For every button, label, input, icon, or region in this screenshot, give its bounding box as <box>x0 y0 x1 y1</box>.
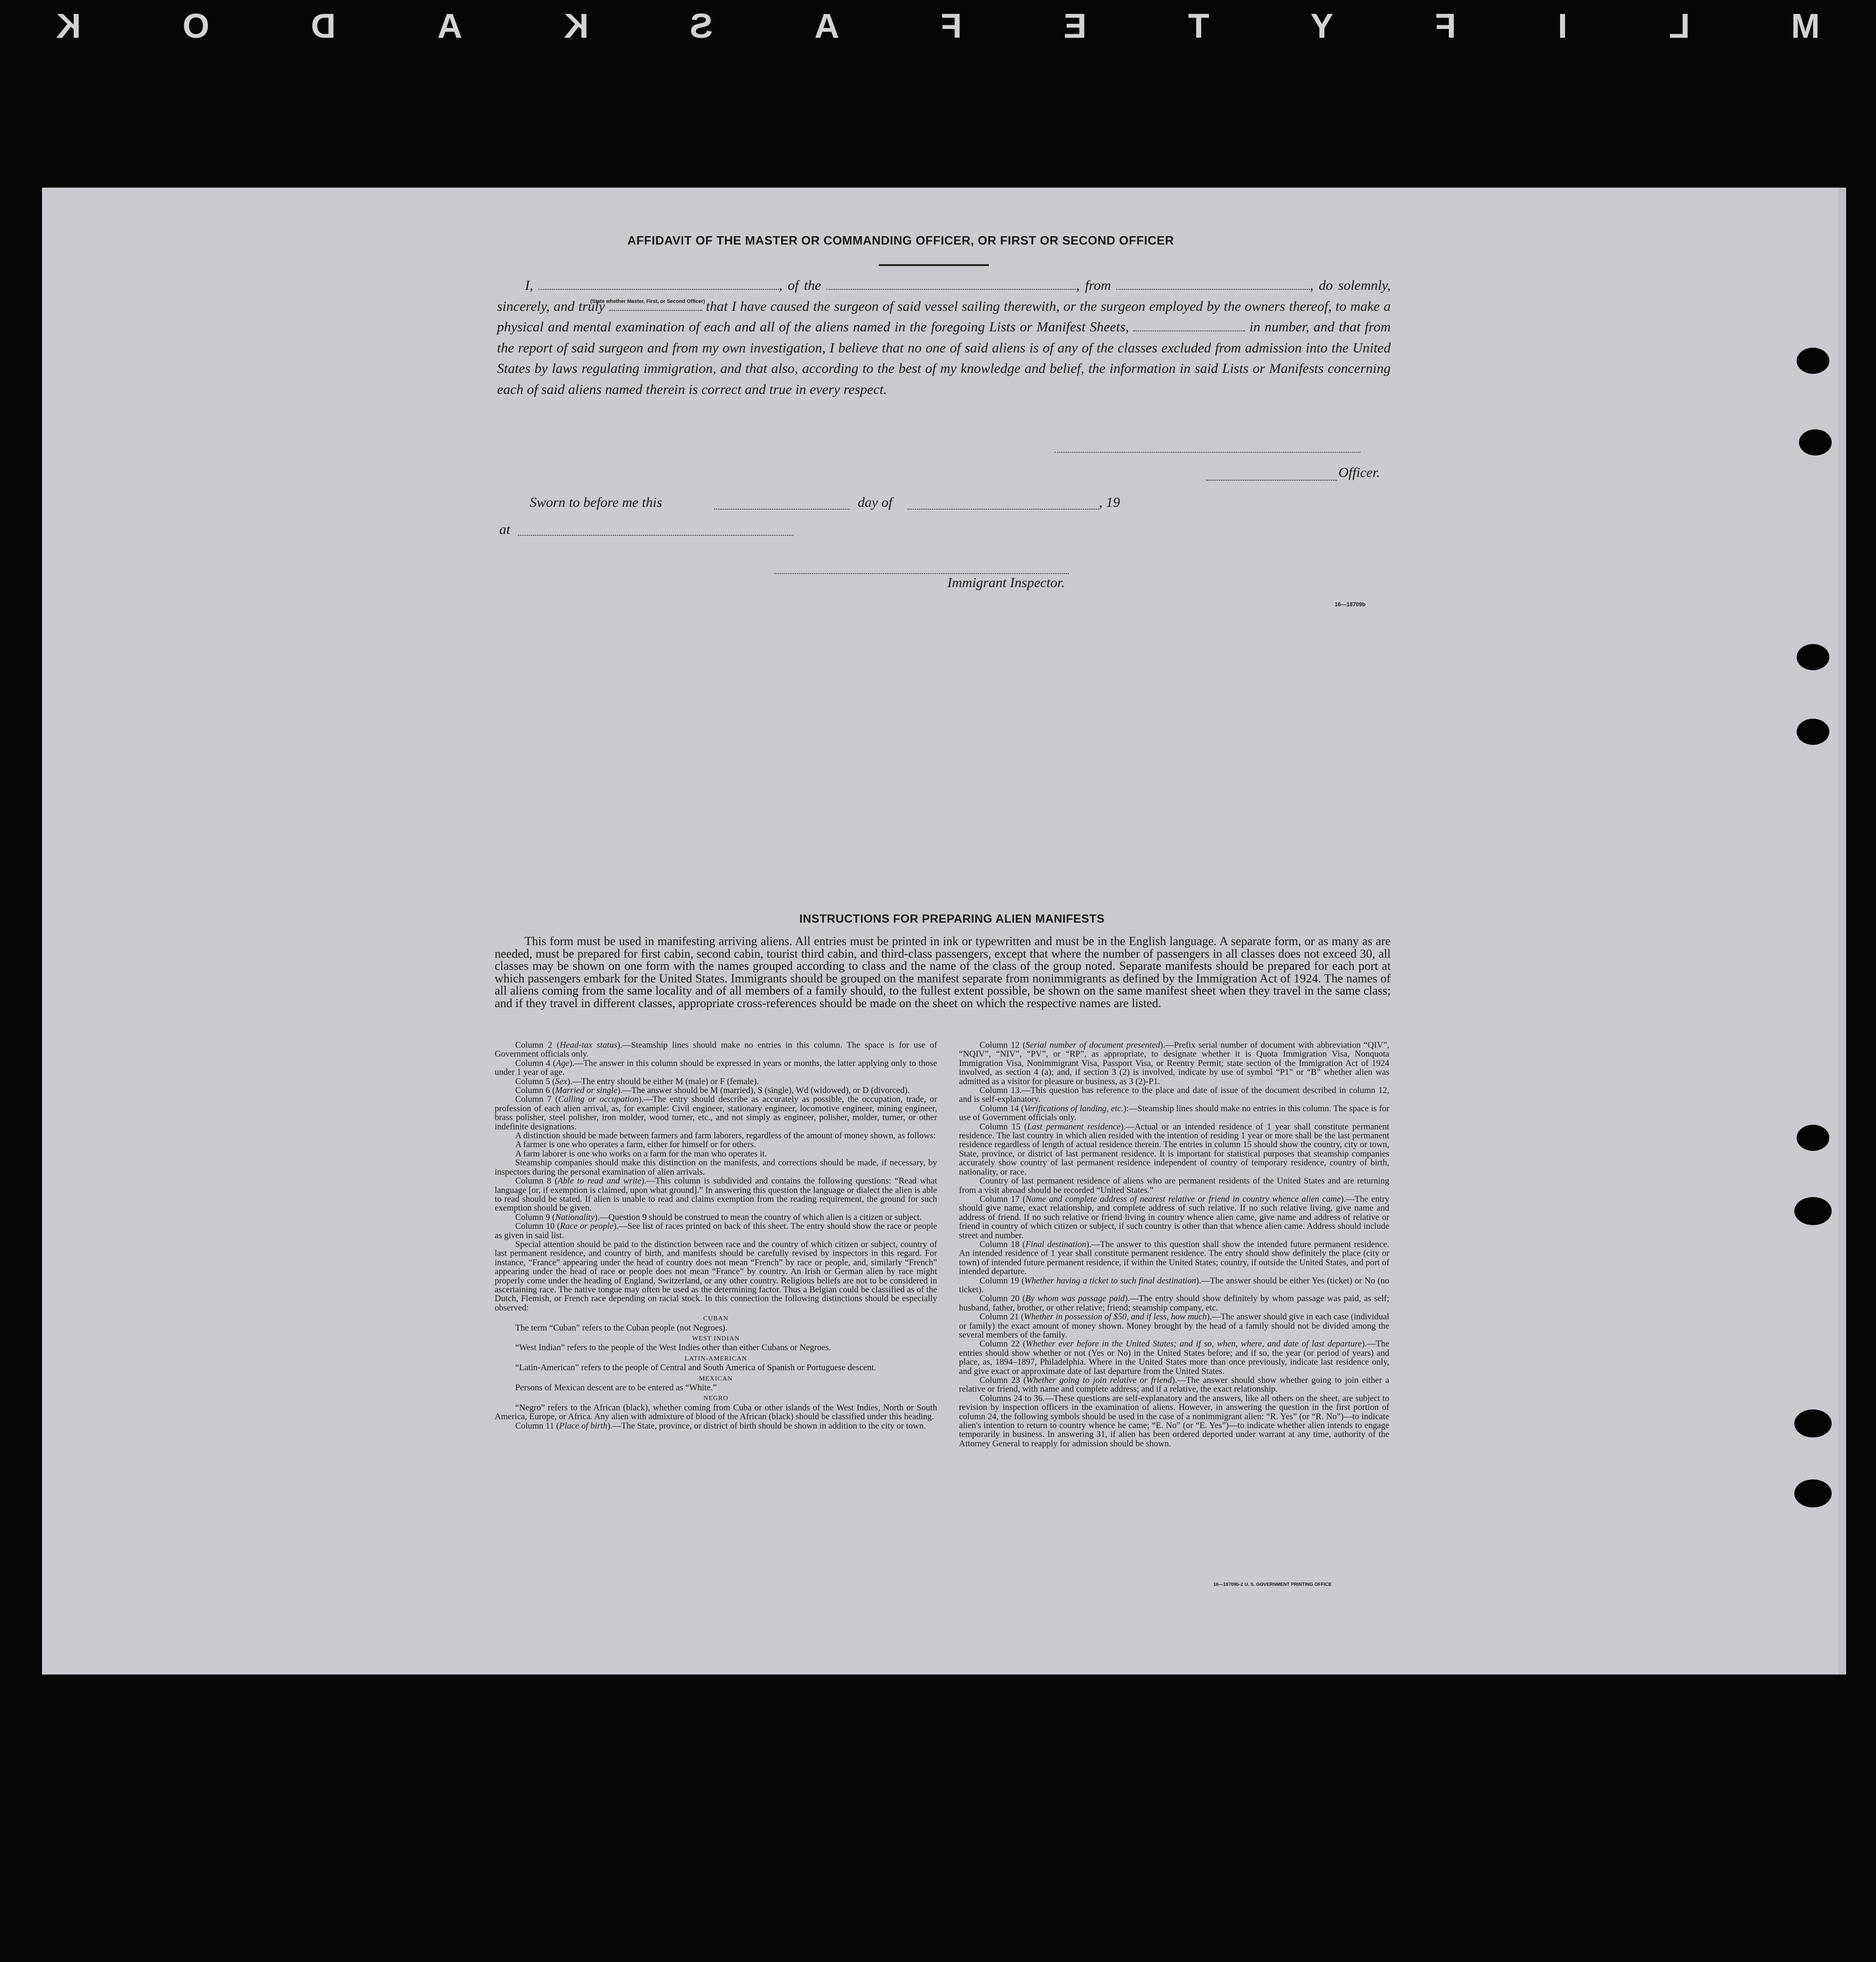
film-letter: E <box>1063 6 1087 45</box>
instruction-paragraph: Column 15 (Last permanent residence).—Actual or an intended residence of 1 year shall constitute permanent residence. The last country in which alien resided with the intention of residing 1 year or more shall be the last permanent residence regardless of length of actual residence therein. The entries in column 15 should show the country, city or town, State, province, or district of last permanent residence. It is important for statistical purposes that steamship companies accurately show country of last permanent residence independent of country of temporary residence, country of birth, nationality, or race. <box>959 1121 1389 1177</box>
race-heading: CUBAN <box>703 1315 728 1323</box>
number-of-sheets-blank[interactable] <box>1133 320 1245 331</box>
sworn-label: Sworn to before me this <box>530 495 662 510</box>
instruction-paragraph: Column 4 (Age).—The answer in this column should be expressed in years or months, the latter applying only to those under 1 year of age. <box>495 1058 937 1078</box>
film-letter: O <box>182 6 210 45</box>
affidavit-text: , do <box>1310 278 1333 293</box>
printing-office-code: 16—18709b-2 U. S. GOVERNMENT PRINTING OFFICE <box>1213 1582 1332 1587</box>
punch-hole <box>1797 1125 1829 1151</box>
affidavit-text: , of the <box>779 278 821 293</box>
instruction-paragraph: Persons of Mexican descent are to be entered as “White.” <box>515 1383 717 1393</box>
film-letter: D <box>310 6 336 45</box>
officer-signature-line[interactable] <box>1055 452 1360 453</box>
instruction-paragraph: A farmer is one who operates a farm, either for himself or for others. <box>515 1140 756 1150</box>
instruction-paragraph: Column 7 (Calling or occupation).—The entry should describe as accurately as possible, the occupation, trade, or profession of each alien arrival, as, for example: Civil engineer, stationary engineer, locomotive engineer, mining engineer, brass polisher, steel polisher, iron molder, wood turner, etc., and not simply as engineer, polisher, molder, turner, or other indefinite designations. <box>495 1094 937 1132</box>
film-letter: F <box>941 6 962 45</box>
race-heading: NEGRO <box>703 1395 728 1402</box>
instruction-paragraph: Column 18 (Final destination).—The answer to this question shall show the intended future permanent residence. An intended residence of 1 year shall constitute permanent residence. The entry should show definitely the place (city or town) of intended future permanent residence, if within the United States; country, if outside the United States, and port of intended departure. <box>959 1239 1389 1277</box>
instruction-paragraph: Column 17 (Name and complete address of nearest relative or friend in country whence alien came).—The entry should give name, exact relationship, and complete address of such relative. If no such relative living, give name and address of friend. If no such relative or friend living in country whence alien came, give name and address of relative or friend in country of which citizen or subject, if such country is other than that whence alien came. Address should include street and number. <box>959 1194 1389 1240</box>
sworn-month-blank[interactable] <box>908 509 1099 510</box>
film-letter: I <box>1557 6 1568 45</box>
affidavit-text: I, <box>525 278 533 293</box>
instruction-paragraph: Column 14 (Verifications of landing, etc.):—Steamship lines should make no entries in this column. The space is for use of Government officials only. <box>959 1103 1389 1123</box>
officer-label: Officer. <box>1338 465 1380 480</box>
race-heading: WEST INDIAN <box>692 1335 740 1342</box>
port-from-blank[interactable] <box>1116 279 1310 290</box>
punch-hole <box>1797 644 1829 670</box>
instruction-paragraph: A distinction should be made between farmers and farm laborers, regardless of the amount of money shown, as follows: <box>515 1131 936 1141</box>
instruction-paragraph: Column 21 (Whether in possession of $50, and if less, how much).—The answer should give in each case (individual or family) the exact amount of money shown. Money brought by the head of a family should not be divided among the several members of the family. <box>959 1312 1389 1340</box>
race-heading: LATIN-AMERICAN <box>685 1355 747 1362</box>
instruction-paragraph: Column 6 (Married or single).—The answer should be M (married), S (single), Wd (widowed), or D (divorced). <box>515 1086 910 1096</box>
officer-title-line[interactable] <box>1206 480 1337 481</box>
film-letter: S <box>690 6 713 45</box>
punch-hole <box>1797 348 1829 374</box>
instruction-paragraph: Special attention should be paid to the distinction between race and the country of which citizen or subject, country of last permanent residence, and country of birth, and manifests should be carefully revised by inspectors in this regard. For instance, “France” appearing under the head of country does not mean “French” by race or people, and, similarly “French” appearing under the head of race or people does not mean “France” by country. An Irish or German alien by race might properly come under the heading of England, Switzerland, or any other country. Religious beliefs are not to be considered in ascertaining race. The native tongue may often be used as the determining factor. Thus a Belgian could be classified as of the Dutch, Flemish, or French race depending on racial stock. In this connection the following distinctions should be especially observed: <box>495 1239 937 1313</box>
race-heading: MEXICAN <box>699 1375 733 1382</box>
film-letter: A <box>437 6 462 45</box>
sworn-day-blank[interactable] <box>714 509 849 510</box>
sheet-edge <box>1839 188 1846 1675</box>
instruction-paragraph: “West Indian” refers to the people of the West Indies other than either Cubans or Negroes. <box>515 1343 831 1353</box>
punch-hole <box>1794 1409 1832 1437</box>
title-rule <box>879 264 989 266</box>
instruction-paragraph: Country of last permanent residence of aliens who are permanent residents of the United States and are returning from a visit abroad should be recorded “United States.” <box>959 1176 1389 1195</box>
affidavit-text: solemnly, sincerely, and truly <box>497 278 1391 314</box>
punch-hole <box>1794 1197 1832 1225</box>
day-of-label: day of <box>858 495 893 510</box>
film-letter: A <box>814 6 840 45</box>
instruction-paragraph: Column 20 (By whom was passage paid).—The entry should show definitely by whom passage was paid, as self; husband, father, brother, or other relative; friend; steamship company, etc. <box>959 1294 1389 1313</box>
instruction-paragraph: Column 10 (Race or people).—See list of races printed on back of this sheet. The entry should show the race or people as given in said list. <box>495 1221 938 1240</box>
punch-hole <box>1799 429 1832 455</box>
inspector-label: Immigrant Inspector. <box>947 575 1065 590</box>
film-letter: M <box>1791 6 1820 45</box>
instructions-left-column <box>495 1041 937 1430</box>
at-label: at <box>499 522 511 537</box>
affidavit-text: in number, and that from the report of said surgeon and from my own investigation, I believe that no one of said aliens is of any of the classes excluded from admission into the United States by laws regulating immigration, and that also, according to the best of my knowledge and belief, the information in said Lists or Manifests concerning each of said aliens named therein is correct and true in every respect. <box>497 319 1391 397</box>
instruction-paragraph: Column 12 (Serial number of document presented).—Prefix serial number of document with abbreviation “QIV”, “NQIV”, “NIV”, “PV”, or “RP”, as appropriate, to designate whether it is Quota Immigration Visa, Nonquota Immigration Visa, Nonimmigrant Visa, Passport Visa, or Reentry Permit; state section of the Immigration Act of 1924 involved, as section 4 (a); and, if section 3 (2) is involved, indicate by use of symbol “P1” or “B” whether alien was admitted as a visitor for pleasure or business, as 3 (2)-P1. <box>959 1040 1389 1086</box>
film-letter: K <box>563 6 589 45</box>
instruction-paragraph: Column 8 (Able to read and write).—This column is subdivided and contains the following questions: “Read what language [or, if exemption is claimed, upon what ground].” In answering this question the language or dialect the alien is able to read should be stated. If alien is unable to read and claims exemption from the reading requirement, the ground for such exemption should be given. <box>495 1176 937 1213</box>
instruction-paragraph: “Latin-American” refers to the people of Central and South America of Spanish or Portuguese descent. <box>515 1363 876 1373</box>
instructions-intro: This form must be used in manifesting arriving aliens. All entries must be printed in ink or typewritten and must be in the English language. A separate form, or as many as are needed, must be prepared for first cabin, second cabin, tourist third cabin, and third-class passengers, except that where the number of passengers in all classes does not exceed 30, all classes may be shown on one form with the names grouped according to class and the name of the class of the group noted. Separate manifests should be prepared for each port at which passengers embark for the United States. Immigrants should be grouped on the manifest separate from nonimmigrants as defined by the Immigration Act of 1924. The names of all aliens coming from the same locality and of all members of a family should, to the fullest extent possible, be shown on the same manifest sheet when they travel in the same class; and if they travel in different classes, appropriate cross-references should be made on the sheet on which the respective names are listed. <box>495 934 1391 1010</box>
instruction-paragraph: Column 11 (Place of birth).—The State, province, or district of birth should be shown in addition to the city or town. <box>515 1421 926 1431</box>
form-code: 16—18709b <box>1335 601 1366 608</box>
instruction-paragraph: Column 13.—This question has reference to the place and date of issue of the document described in column 12, and is self-explanatory. <box>959 1086 1389 1105</box>
instruction-paragraph: Column 5 (Sex).—The entry should be either M (male) or F (female). <box>515 1076 759 1086</box>
film-letter: F <box>1435 6 1456 45</box>
instruction-paragraph: Columns 24 to 36.—These questions are self-explanatory and the answers, like all others on the sheet, are subject to revision by inspection officers in the examination of aliens. However, in answering the question in the first portion of column 24, the following symbols should be used in the case of a nonimmigrant alien: “R. Yes” (or “R. No”)—to indicate alien's intention to return to country whence he came; “E. No” (or “E. Yes”)—to indicate whether alien intends to engage temporarily in business. In answering 31, if alien has been ordered deported under warrant at any time, authority of the Attorney General to reapply for admission should be shown. <box>959 1393 1389 1449</box>
officer-rank-blank[interactable] <box>539 279 779 290</box>
punch-hole <box>1794 1479 1832 1507</box>
film-edge-text <box>0 0 1876 51</box>
instruction-paragraph: Steamship companies should make this distinction on the manifests, and corrections should be made, if necessary, by inspectors during the personal examination of alien arrivals. <box>495 1158 937 1177</box>
instruction-paragraph: Column 19 (Whether having a ticket to such final destination).—The answer should be either Yes (ticket) or No (no ticket). <box>959 1275 1389 1295</box>
film-letter: L <box>1668 6 1690 45</box>
affidavit-body <box>497 275 1391 400</box>
vessel-name-blank[interactable] <box>826 279 1076 290</box>
instruction-paragraph: The term “Cuban” refers to the Cuban people (not Negroes). <box>515 1323 728 1333</box>
year-label: , 19 <box>1099 495 1120 510</box>
affidavit-text: that I have caused the surgeon of said vessel sailing therewith, or the surgeon employed by the owners thereof, to make a physical and mental examination of each and all of the aliens named in the foregoing Lists or Manifest Sheets, <box>497 298 1391 335</box>
officer-rank-note: (State whether Master, First, or Second Officer) <box>590 299 705 304</box>
instructions-title: INSTRUCTIONS FOR PREPARING ALIEN MANIFESTS <box>799 912 1105 925</box>
instruction-paragraph: A farm laborer is one who works on a farm for the man who operates it. <box>515 1149 767 1159</box>
instructions-right-column <box>959 1041 1389 1448</box>
punch-hole <box>1797 719 1829 745</box>
film-letter: T <box>1188 6 1209 45</box>
instruction-paragraph: “Negro” refers to the African (black), whether coming from Cuba or other islands of the West Indies, North or South America, Europe, or Africa. Any alien with admixture of blood of the African (black) should be classified under this heading. <box>495 1402 937 1422</box>
film-letter: K <box>56 6 81 45</box>
sworn-place-blank[interactable] <box>518 535 793 536</box>
instruction-paragraph: Column 2 (Head-tax status).—Steamship lines should make no entries in this column. The space is for use of Government officials only. <box>495 1040 937 1059</box>
inspector-signature-line[interactable] <box>775 573 1069 574</box>
document-sheet <box>42 188 1839 1675</box>
affidavit-title: AFFIDAVIT OF THE MASTER OR COMMANDING OFFICER, OR FIRST OR SECOND OFFICER <box>627 233 1174 247</box>
instruction-paragraph: Column 9 (Nationality).—Question 9 should be construed to mean the country of which alien is a citizen or subject. <box>515 1212 922 1222</box>
instruction-paragraph: Column 22 (Whether ever before in the United States; and if so, when, where, and date of last departure).—The entries should show whether or not (Yes or No) in the United States before; and if so, the year (or period of years) and place, as, 1894–1897, Philadelphia. Where in the United States more than once previously, indicate last residence only, and give exact or approximate date of last departure from the United States. <box>959 1339 1390 1376</box>
affidavit-text: , from <box>1076 278 1111 293</box>
instruction-paragraph: Column 23 (Whether going to join relative or friend).—The answer should show whether going to join either a relative or friend, with name and complete address; and if a relative, the exact relationship. <box>959 1375 1389 1394</box>
film-letter: Y <box>1310 6 1334 45</box>
